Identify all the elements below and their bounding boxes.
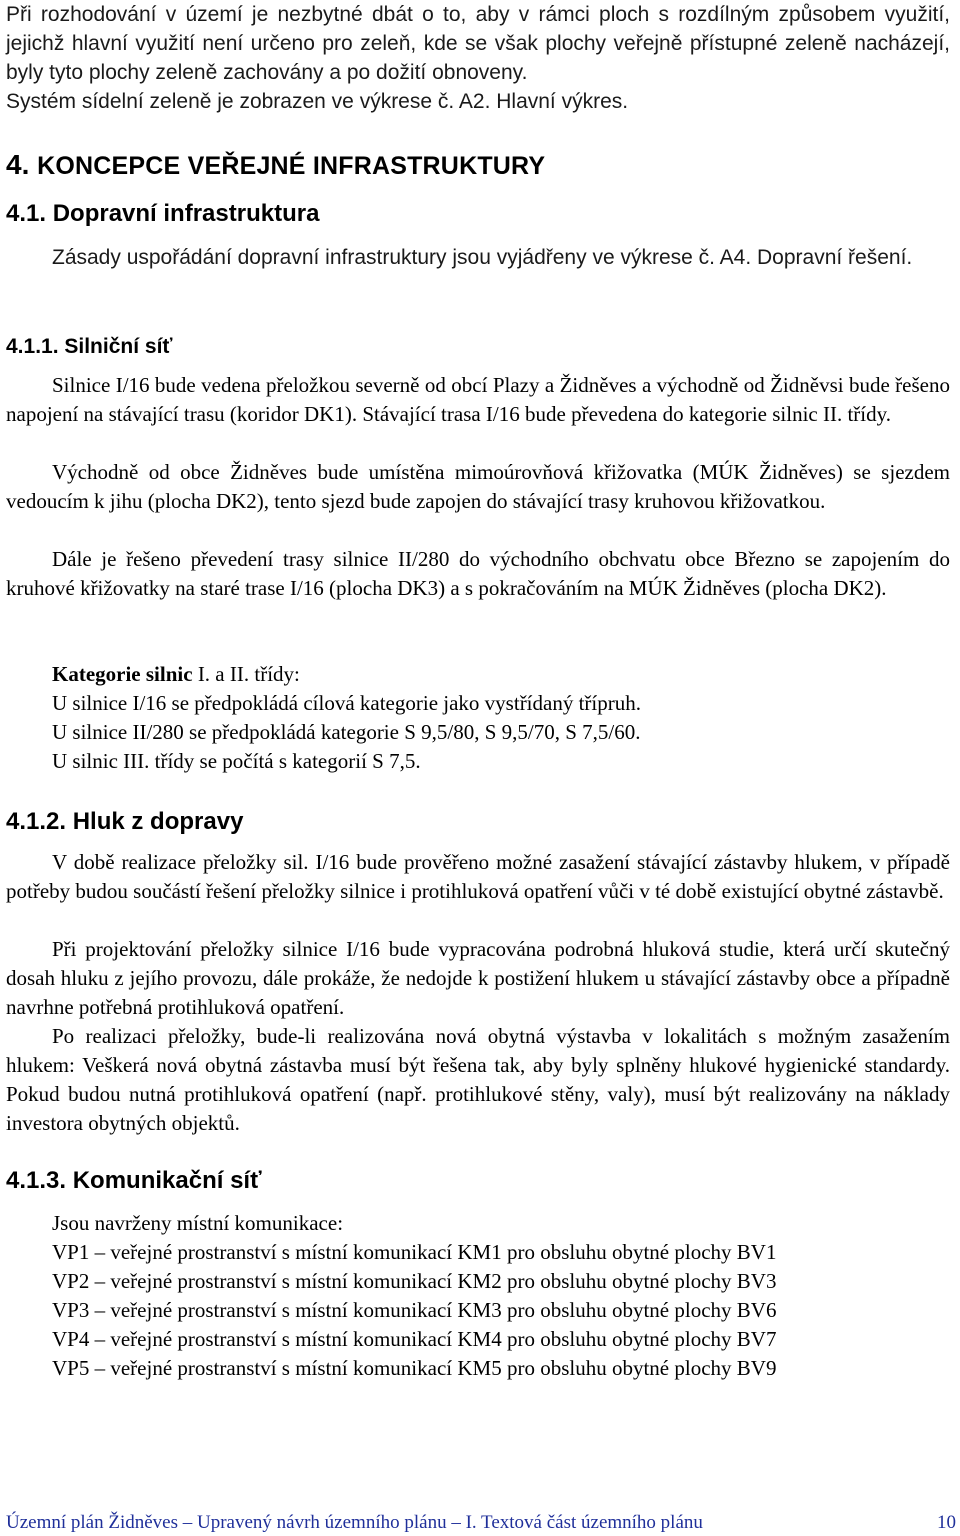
- page-footer: [6, 1511, 956, 1535]
- section-4-1-1-heading: 4.1.1. Silniční síť: [6, 335, 173, 358]
- page-number: 10: [937, 1512, 956, 1533]
- silnicni-sit-paragraph-3: Dále je řešeno převedení trasy silnice II/280 do východního obchvatu obce Březno se zapojením do kruhové křižovatky na staré trase I/16 (plocha DK3) a s pokračováním na MÚK Židněves (plocha DK2).: [6, 547, 950, 600]
- komunikace-list-item: VP4 – veřejné prostranství s místní komunikací KM4 pro obsluhu obytné plochy BV7: [52, 1327, 777, 1351]
- section-4-1-text: Zásady uspořádání dopravní infrastruktury jsou vyjádřeny ve výkrese č. A4. Dopravní řešení.: [52, 246, 913, 269]
- komunikace-list-item: VP5 – veřejné prostranství s místní komunikací KM5 pro obsluhu obytné plochy BV9: [52, 1356, 777, 1380]
- road-category-line: U silnice I/16 se předpokládá cílová kategorie jako vystřídaný třípruh.: [52, 691, 641, 715]
- intro-paragraph: Při rozhodování v území je nezbytné dbát o to, aby v rámci ploch s rozdílným způsobem využití, jejichž hlavní využití není určeno pro zeleň, kde se však plochy veřejně přístupné zeleně nacházejí, byly tyto plochy zeleně zachovány a po dožití obnoveny.: [6, 3, 950, 84]
- section-4-number: 4.: [6, 149, 30, 180]
- silnicni-sit-paragraph-2: Východně od obce Židněves bude umístěna mimoúrovňová křižovatka (MÚK Židněves) se sjezdem vedoucím k jihu (plocha DK2), tento sjezd bude zapojen do stávající trasy kruhovou křižovatkou.: [6, 460, 950, 513]
- komunikace-list-item: VP2 – veřejné prostranství s místní komunikací KM2 pro obsluhu obytné plochy BV3: [52, 1269, 777, 1293]
- hluk-paragraph-1: V době realizace přeložky sil. I/16 bude prověřeno možné zasažení stávající zástavby hlukem, v případě potřeby budou součástí řešení přeložky silnice i protihluková opatření vůči v té době existující obytné zástavbě.: [6, 850, 950, 903]
- komunikace-list-item: VP3 – veřejné prostranství s místní komunikací KM3 pro obsluhu obytné plochy BV6: [52, 1298, 777, 1322]
- komunikace-intro: Jsou navrženy místní komunikace:: [52, 1211, 344, 1235]
- silnicni-sit-paragraph-1: Silnice I/16 bude vedena přeložkou severně od obcí Plazy a Židněves a východně od Židněvsi bude řešeno napojení na stávající trasu (koridor DK1). Stávající trasa I/16 bude převedena do kategorie silnic II. třídy.: [6, 373, 950, 426]
- intro-zelen-paragraph: Systém sídelní zeleně je zobrazen ve výkrese č. A2. Hlavní výkres.: [6, 90, 629, 113]
- road-categories-block: [52, 660, 950, 776]
- footer-title: Územní plán Židněves – Upravený návrh územního plánu – I. Textová část územního plánu: [6, 1512, 703, 1533]
- section-4-1-heading: 4.1. Dopravní infrastruktura: [6, 200, 320, 227]
- section-4-1-3-heading: 4.1.3. Komunikační síť: [6, 1167, 262, 1194]
- hluk-paragraph-2: Při projektování přeložky silnice I/16 bude vypracována podrobná hluková studie, která určí skutečný dosah hluku z jejího provozu, dále prokáže, že nedojde k postižení hlukem u stávající zástavby obce a případně navrhne potřebná protihluková opatření.: [6, 937, 950, 1019]
- komunikacni-sit-block: [52, 1209, 950, 1383]
- hluk-paragraph-3: Po realizaci přeložky, bude-li realizována nová obytná výstavba v lokalitách s možným zasažením hlukem: Veškerá nová obytná zástavba musí být řešena tak, aby byly splněny hlukové hygienické standardy. Pokud budou nutná protihluková opatření (např. protihlukové stěny, valy), musí být realizovány na náklady investora obytných objektů.: [6, 1024, 950, 1135]
- road-category-line: U silnic III. třídy se počítá s kategorií S 7,5.: [52, 749, 421, 773]
- section-4-title: KONCEPCE VEŘEJNÉ INFRASTRUKTURY: [37, 152, 546, 180]
- komunikace-list-item: VP1 – veřejné prostranství s místní komunikací KM1 pro obsluhu obytné plochy BV1: [52, 1240, 777, 1264]
- road-categories-label: Kategorie silnic I. a II. třídy:: [52, 662, 300, 686]
- section-4-1-2-heading: 4.1.2. Hluk z dopravy: [6, 808, 244, 835]
- section-4-heading: [6, 148, 545, 183]
- road-category-line: U silnice II/280 se předpokládá kategorie S 9,5/80, S 9,5/70, S 7,5/60.: [52, 720, 641, 744]
